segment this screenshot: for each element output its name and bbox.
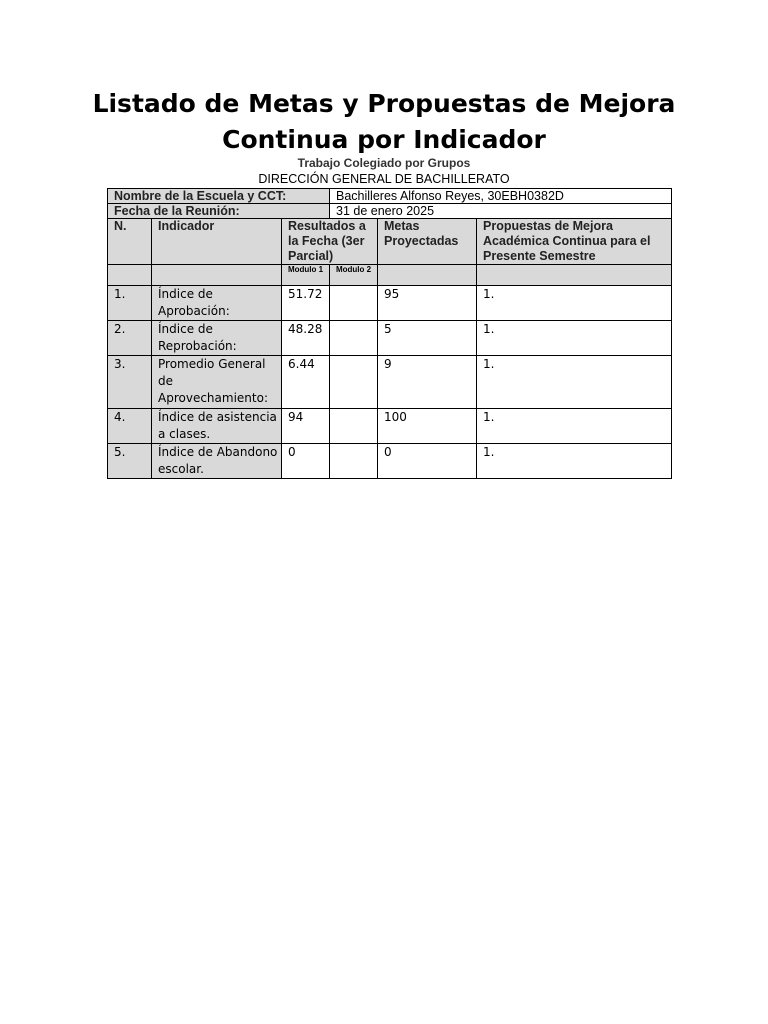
row-propuesta: 1.	[477, 356, 672, 409]
row-modulo-2	[330, 286, 378, 321]
subheader-empty-2	[152, 265, 282, 286]
table-row	[108, 321, 672, 356]
table-row	[108, 356, 672, 409]
row-propuesta: 1.	[477, 409, 672, 444]
row-modulo-1: 94	[282, 409, 330, 444]
subheader-row	[108, 265, 672, 286]
row-modulo-2	[330, 444, 378, 479]
row-modulo-2	[330, 409, 378, 444]
header-propuestas: Propuestas de Mejora Académica Continua para el Presente Semestre	[477, 219, 672, 265]
subtitle-direccion: DIRECCIÓN GENERAL DE BACHILLERATO	[258, 172, 510, 186]
document-title	[0, 86, 768, 158]
subheader-empty-4	[477, 265, 672, 286]
row-indicador: Promedio General de Aprovechamiento:	[152, 356, 282, 409]
school-label: Nombre de la Escuela y CCT:	[108, 189, 330, 204]
header-resultados: Resultados a la Fecha (3er Parcial)	[282, 219, 378, 265]
row-meta: 95	[378, 286, 477, 321]
school-value: Bachilleres Alfonso Reyes, 30EBH0382D	[330, 189, 672, 204]
row-number: 3.	[108, 356, 152, 409]
row-meta: 5	[378, 321, 477, 356]
row-number: 2.	[108, 321, 152, 356]
row-modulo-1: 0	[282, 444, 330, 479]
row-indicador: Índice de asistencia a clases.	[152, 409, 282, 444]
subtitle-trabajo-colegiado: Trabajo Colegiado por Grupos	[297, 156, 471, 170]
header-n: N.	[108, 219, 152, 265]
subheader-empty-3	[378, 265, 477, 286]
header-indicador: Indicador	[152, 219, 282, 265]
table-row	[108, 409, 672, 444]
row-indicador: Índice de Reprobación:	[152, 321, 282, 356]
row-number: 5.	[108, 444, 152, 479]
table-row	[108, 286, 672, 321]
row-meta: 100	[378, 409, 477, 444]
row-modulo-1: 51.72	[282, 286, 330, 321]
title-line-2: Continua por Indicador	[222, 125, 546, 154]
table-row	[108, 444, 672, 479]
row-number: 1.	[108, 286, 152, 321]
row-meta: 9	[378, 356, 477, 409]
title-line-1: Listado de Metas y Propuestas de Mejora	[92, 89, 676, 118]
header-modulo-1: Modulo 1	[282, 265, 330, 286]
row-meta: 0	[378, 444, 477, 479]
row-modulo-2	[330, 356, 378, 409]
date-label: Fecha de la Reunión:	[108, 204, 330, 219]
row-number: 4.	[108, 409, 152, 444]
row-propuesta: 1.	[477, 444, 672, 479]
school-row	[108, 189, 672, 204]
row-modulo-2	[330, 321, 378, 356]
date-row	[108, 204, 672, 219]
row-indicador: Índice de Abandono escolar.	[152, 444, 282, 479]
row-modulo-1: 6.44	[282, 356, 330, 409]
date-value: 31 de enero 2025	[330, 204, 672, 219]
header-row	[108, 219, 672, 265]
row-modulo-1: 48.28	[282, 321, 330, 356]
row-indicador: Índice de Aprobación:	[152, 286, 282, 321]
header-modulo-2: Modulo 2	[330, 265, 378, 286]
metas-table	[107, 188, 672, 479]
header-metas: Metas Proyectadas	[378, 219, 477, 265]
row-propuesta: 1.	[477, 286, 672, 321]
row-propuesta: 1.	[477, 321, 672, 356]
subheader-empty-1	[108, 265, 152, 286]
